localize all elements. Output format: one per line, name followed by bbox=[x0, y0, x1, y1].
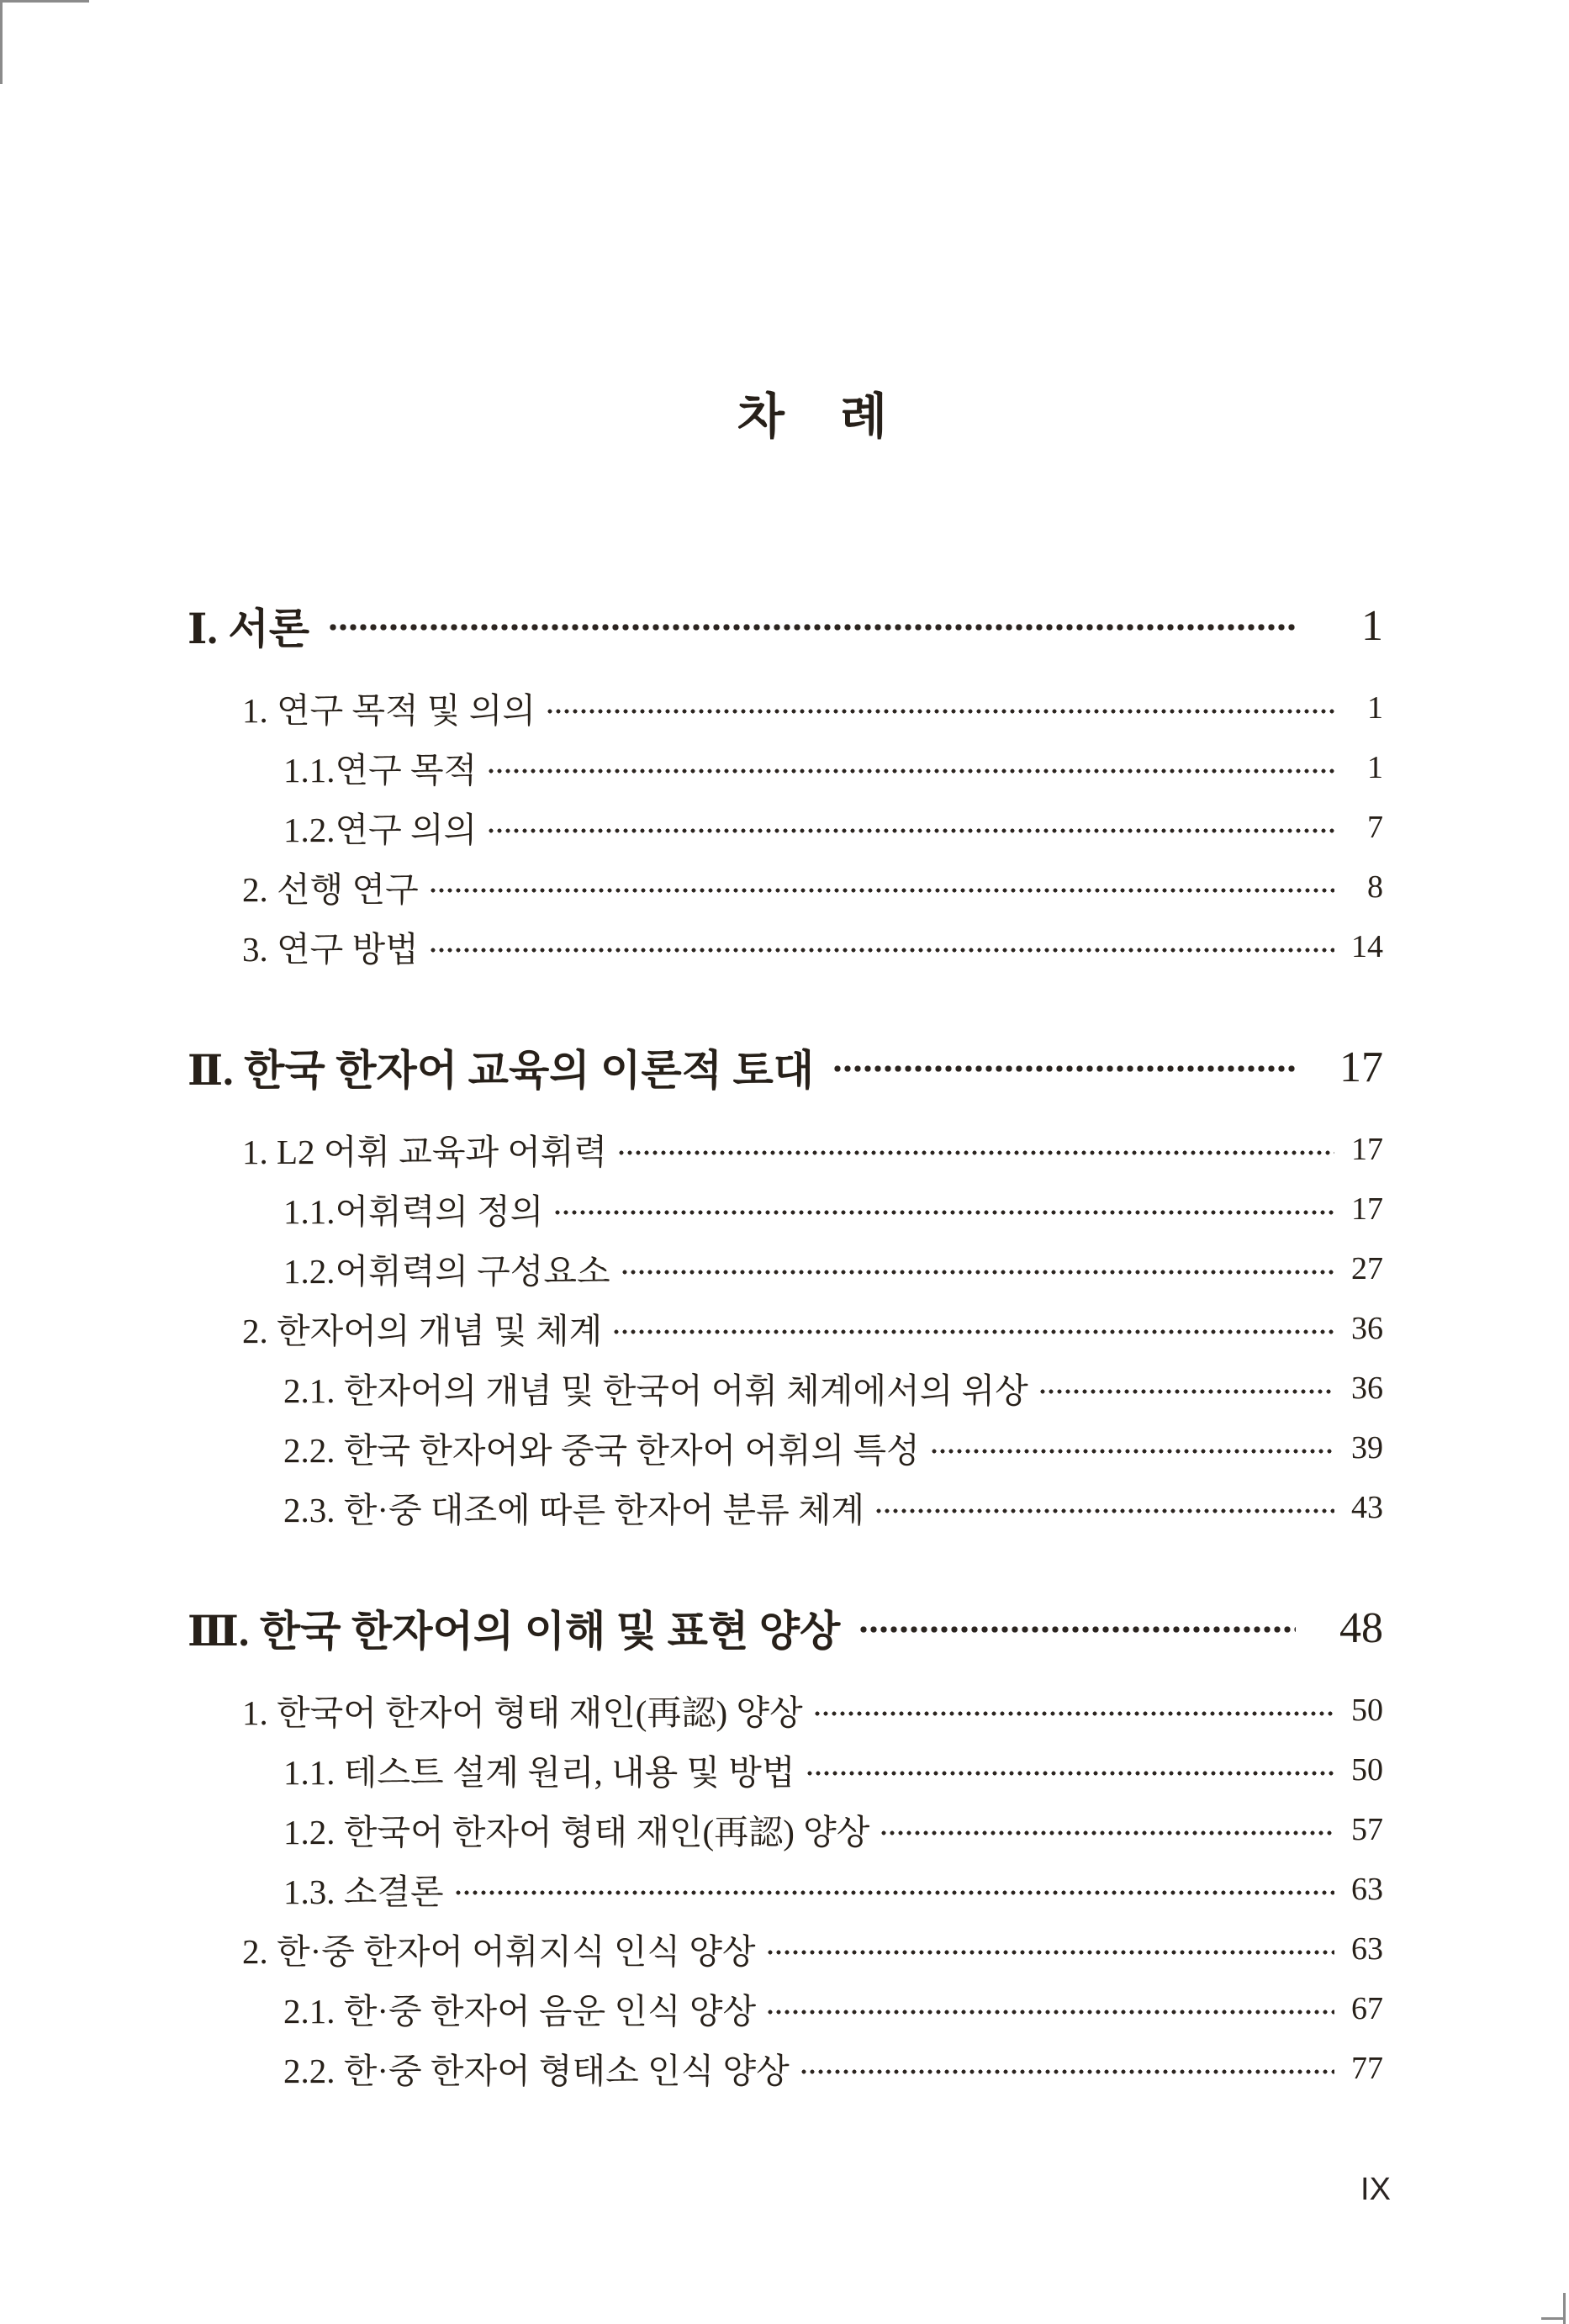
toc-entry bbox=[188, 1477, 1383, 1537]
page-number: 7 bbox=[1367, 809, 1383, 845]
toc-entry-label: 2.2. 한·중 한자어 형태소 인식 양상 bbox=[283, 2052, 790, 2090]
page-number: 17 bbox=[1351, 1131, 1383, 1167]
page-number: 67 bbox=[1351, 1990, 1383, 2026]
toc-entry bbox=[188, 916, 1383, 976]
page-number: 48 bbox=[1339, 1603, 1383, 1652]
toc-entry-label: 1.1. 테스트 설계 원리, 내용 및 방법 bbox=[283, 1753, 795, 1792]
toc-entry bbox=[188, 797, 1383, 857]
toc-entry bbox=[188, 1418, 1383, 1477]
toc-entry-label: 1.2. 한국어 한자어 형태 재인(再認) 양상 bbox=[283, 1813, 870, 1851]
dot-leader bbox=[487, 797, 1334, 857]
dot-leader bbox=[487, 737, 1334, 797]
toc-entry bbox=[188, 1859, 1383, 1919]
toc-entry bbox=[188, 1298, 1383, 1358]
toc-entry-label: 2.2. 한국 한자어와 중국 한자어 어휘의 특성 bbox=[283, 1431, 920, 1470]
page-number: 50 bbox=[1351, 1751, 1383, 1788]
page-number: 39 bbox=[1351, 1429, 1383, 1466]
toc-entry-label: 1.1.어휘력의 정의 bbox=[283, 1192, 544, 1231]
scan-edge-top-left-vertical bbox=[0, 0, 3, 84]
toc-section-heading-label: Ⅱ. 한국 한자어 교육의 이론적 토대 bbox=[188, 1047, 815, 1094]
toc-entry bbox=[188, 1919, 1383, 1978]
dot-leader bbox=[553, 1179, 1334, 1239]
toc-entry-label: 2. 한자어의 개념 및 체계 bbox=[242, 1312, 603, 1350]
dot-leader bbox=[454, 1859, 1334, 1919]
page-number: 57 bbox=[1351, 1811, 1383, 1847]
toc-entry-label: 2. 선행 연구 bbox=[242, 870, 419, 909]
page-number: 8 bbox=[1367, 869, 1383, 905]
page-number: 14 bbox=[1351, 928, 1383, 964]
toc-entry-label: 2.1. 한자어의 개념 및 한국어 어휘 체계에서의 위상 bbox=[283, 1371, 1028, 1410]
page-number: 17 bbox=[1351, 1191, 1383, 1227]
toc-entry-label: 1.2.어휘력의 구성요소 bbox=[283, 1252, 610, 1291]
page-number: 50 bbox=[1351, 1692, 1383, 1728]
page-number: 77 bbox=[1351, 2050, 1383, 2086]
toc-section-heading bbox=[188, 587, 1383, 664]
dot-leader bbox=[429, 857, 1334, 916]
page-title: 차 례 bbox=[737, 389, 890, 444]
toc-section bbox=[188, 1028, 1383, 1537]
toc-section-heading-label: Ⅲ. 한국 한자어의 이해 및 표현 양상 bbox=[188, 1608, 841, 1655]
toc-entry-label: 1. 연구 목적 및 의의 bbox=[242, 691, 536, 730]
toc-entry-label: 2.1. 한·중 한자어 음운 인식 양상 bbox=[283, 1992, 757, 2031]
toc-entry bbox=[188, 1680, 1383, 1740]
toc-entry-label: 3. 연구 방법 bbox=[242, 930, 419, 969]
toc-section-heading bbox=[188, 1589, 1383, 1666]
toc-entry bbox=[188, 2038, 1383, 2098]
footer-page-number: IX bbox=[1360, 2172, 1391, 2207]
toc-entry-label: 2. 한·중 한자어 어휘지식 인식 양상 bbox=[242, 1932, 756, 1971]
toc-entry-label: 1. 한국어 한자어 형태 재인(再認) 양상 bbox=[242, 1693, 803, 1732]
dot-leader bbox=[429, 916, 1334, 976]
dot-leader bbox=[546, 678, 1334, 737]
toc-entry bbox=[188, 1239, 1383, 1298]
dot-leader bbox=[880, 1799, 1334, 1859]
toc-entry bbox=[188, 1358, 1383, 1418]
dot-leader bbox=[813, 1680, 1334, 1740]
toc-entry-label: 1.1.연구 목적 bbox=[283, 751, 478, 790]
toc-entry bbox=[188, 737, 1383, 797]
page-number: 1 bbox=[1367, 689, 1383, 726]
toc-section-heading-label: Ⅰ. 서론 bbox=[188, 605, 309, 652]
dot-leader bbox=[930, 1418, 1334, 1477]
toc-entry-label: 2.3. 한·중 대조에 따른 한자어 분류 체계 bbox=[283, 1491, 865, 1529]
page-number: 36 bbox=[1351, 1370, 1383, 1406]
scan-edge-bottom-right-horizontal bbox=[1541, 2317, 1566, 2320]
toc-entry bbox=[188, 1119, 1383, 1179]
page-number: 43 bbox=[1351, 1489, 1383, 1525]
dot-leader bbox=[1038, 1358, 1334, 1418]
dot-leader bbox=[617, 1119, 1334, 1179]
dot-leader bbox=[621, 1239, 1334, 1298]
toc-entry-label: 1.3. 소결론 bbox=[283, 1872, 444, 1911]
page-number: 17 bbox=[1339, 1043, 1383, 1091]
page-number: 63 bbox=[1351, 1871, 1383, 1907]
toc-section bbox=[188, 587, 1383, 976]
dot-leader bbox=[328, 587, 1296, 664]
page-number: 63 bbox=[1351, 1931, 1383, 1967]
toc-entry bbox=[188, 1740, 1383, 1799]
dot-leader bbox=[612, 1298, 1334, 1358]
dot-leader bbox=[832, 1028, 1296, 1106]
page-number: 1 bbox=[1361, 601, 1383, 650]
toc-entry bbox=[188, 1799, 1383, 1859]
page-number: 36 bbox=[1351, 1310, 1383, 1346]
dot-leader bbox=[766, 1919, 1334, 1978]
toc-entry bbox=[188, 857, 1383, 916]
dot-leader bbox=[874, 1477, 1334, 1537]
dot-leader bbox=[800, 2038, 1334, 2098]
toc-entry bbox=[188, 678, 1383, 737]
toc bbox=[188, 587, 1383, 2098]
toc-section-heading bbox=[188, 1028, 1383, 1106]
dot-leader bbox=[858, 1589, 1296, 1666]
dot-leader bbox=[766, 1978, 1334, 2038]
toc-entry bbox=[188, 1978, 1383, 2038]
dot-leader bbox=[806, 1740, 1334, 1799]
page-number: 27 bbox=[1351, 1250, 1383, 1286]
toc-section bbox=[188, 1589, 1383, 2098]
page-number: 1 bbox=[1367, 749, 1383, 785]
toc-entry bbox=[188, 1179, 1383, 1239]
toc-entry-label: 1.2.연구 의의 bbox=[283, 811, 478, 849]
toc-entry-label: 1. L2 어휘 교육과 어휘력 bbox=[242, 1133, 608, 1171]
